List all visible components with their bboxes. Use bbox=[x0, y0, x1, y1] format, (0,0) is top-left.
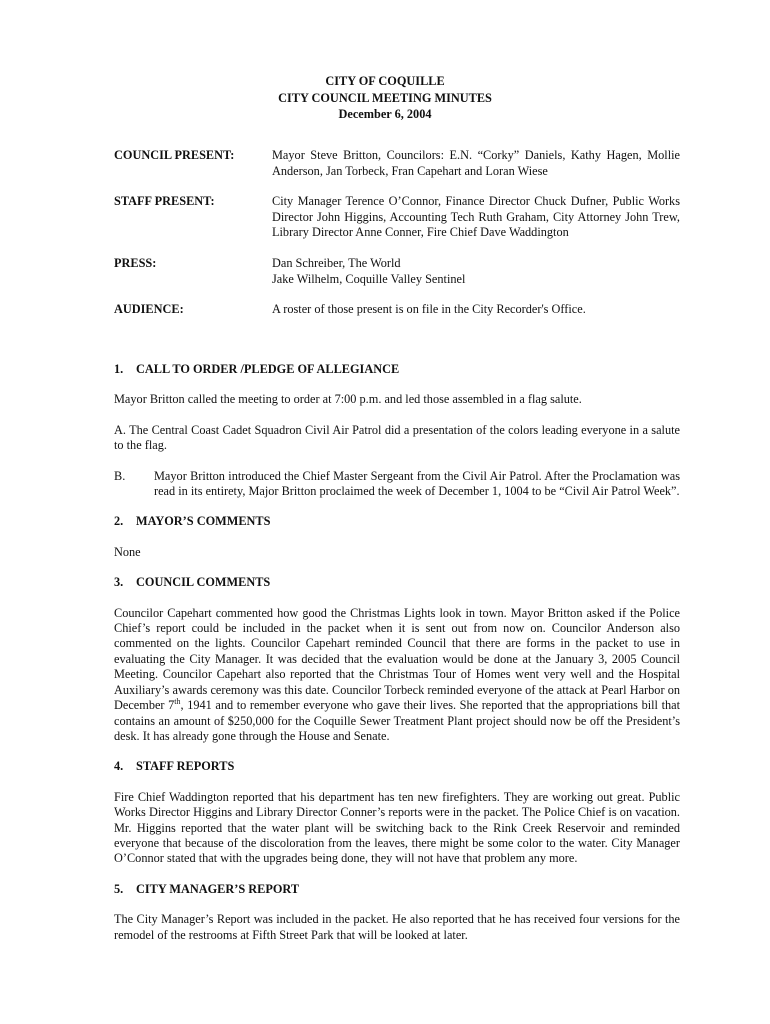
item-letter: B. bbox=[114, 468, 126, 483]
item-a-paragraph: A. The Central Coast Cadet Squadron Civil Air Patrol did a presentation of the colors leading everyone in a salute to the flag. bbox=[114, 422, 680, 453]
paragraph: The City Manager’s Report was included in the packet. He also reported that he has received four versions for the remodel of the restrooms at Fifth Street Park that will be looked at later. bbox=[114, 912, 680, 942]
roster-value: Mayor Steve Britton, Councilors: E.N. “Corky” Daniels, Kathy Hagen, Mollie Anderson, Jan Torbeck, Fran Capehart and Loran Wiese bbox=[272, 148, 680, 178]
press-line: Jake Wilhelm, Coquille Valley Sentinel bbox=[272, 271, 466, 286]
roster-value bbox=[272, 256, 680, 287]
roster-label: AUDIENCE: bbox=[114, 302, 184, 317]
section-number: 5. bbox=[114, 881, 124, 896]
paragraph: Mayor Britton called the meeting to order at 7:00 p.m. and led those assembled in a flag salute. bbox=[114, 392, 582, 407]
section-title: MAYOR’S COMMENTS bbox=[136, 514, 271, 529]
roster-row-audience bbox=[114, 302, 680, 318]
section-title: CALL TO ORDER /PLEDGE OF ALLEGIANCE bbox=[136, 362, 400, 376]
section-number: 4. bbox=[114, 759, 124, 774]
roster-row-council bbox=[114, 148, 680, 179]
section-title: COUNCIL COMMENTS bbox=[136, 575, 271, 590]
paragraph: Fire Chief Waddington reported that his department has ten new firefighters. They are working out great. Public Works Director Higgins and Library Director Conner’s reports were in the packet. The Police Chief is on vacation. Mr. Higgins reported that the water plant will be switching back to the Rink Creek Reservoir and reminded everyone that because of the discoloration from the leaves, there might be some color to the water. City Manager O’Connor stated that with the upgrades being done, they will not have that problem any more. bbox=[114, 789, 680, 866]
roster-row-staff bbox=[114, 194, 680, 241]
paragraph-text: Councilor Capehart commented how good the Christmas Lights look in town. Mayor Britton asked if the Police Chief’s report could be included in the packet when it is sent out from now on. Councilor Anderson also commented on the lights. Councilor Capehart reminded Council that there are forms in the packet to use in evaluating the City Manager. It was decided that the evaluation would be done at the January 3, 2005 Council Meeting. Councilor Capehart also reported that the Christmas Tour of Homes went very well and the Hospital Auxiliary’s awards ceremony was this date. Councilor Torbeck reminded everyone of the attack at Pearl Harbor on December 7 bbox=[114, 605, 680, 713]
roster-label: COUNCIL PRESENT: bbox=[114, 148, 235, 162]
section-title: CITY MANAGER’S REPORT bbox=[136, 881, 300, 896]
roster-value: City Manager Terence O’Connor, Finance Director Chuck Dufner, Public Works Director John Higgins, Accounting Tech Ruth Graham, City Attorney John Trew, Library Director Anne Conner, Fire Chief Dave Waddington bbox=[272, 194, 680, 240]
section-number: 2. bbox=[114, 514, 124, 529]
section-heading bbox=[114, 362, 680, 377]
paragraph-text: , 1941 and to remember everyone who gave their lives. She reported that the appropriations bill that contains an amount of $250,000 for the Coquille Sewer Treatment Plant project should now be off the President’s desk. It has already gone through the House and Senate. bbox=[114, 698, 681, 743]
paragraph bbox=[114, 606, 680, 745]
ordinal-suffix: th bbox=[174, 697, 181, 706]
roster-value: A roster of those present is on file in the City Recorder's Office. bbox=[272, 302, 586, 317]
city-name: CITY OF COQUILLE bbox=[325, 74, 445, 88]
section-title: STAFF REPORTS bbox=[136, 759, 235, 774]
section-number: 1. bbox=[114, 362, 124, 376]
press-line: Dan Schreiber, The World bbox=[272, 255, 401, 270]
section-heading bbox=[114, 882, 680, 897]
roster-label: PRESS: bbox=[114, 255, 157, 270]
section-heading bbox=[114, 514, 680, 529]
minutes-body bbox=[114, 362, 680, 958]
meeting-date: December 6, 2004 bbox=[338, 107, 432, 121]
roster-row-press bbox=[114, 256, 680, 287]
document-title: CITY COUNCIL MEETING MINUTES bbox=[278, 90, 492, 105]
roster-label: STAFF PRESENT: bbox=[114, 194, 215, 209]
item-text: Mayor Britton introduced the Chief Master Sergeant from the Civil Air Patrol. After the Proclamation was read in its entirety, Major Britton proclaimed the week of December 1, 1004 to be “Civil Air Patrol Week”. bbox=[154, 468, 680, 499]
paragraph: None bbox=[114, 544, 141, 559]
item-b bbox=[114, 469, 680, 500]
section-heading bbox=[114, 759, 680, 774]
section-heading bbox=[114, 575, 680, 590]
section-number: 3. bbox=[114, 575, 124, 590]
document-header bbox=[0, 73, 770, 123]
attendance-roster bbox=[114, 148, 680, 333]
